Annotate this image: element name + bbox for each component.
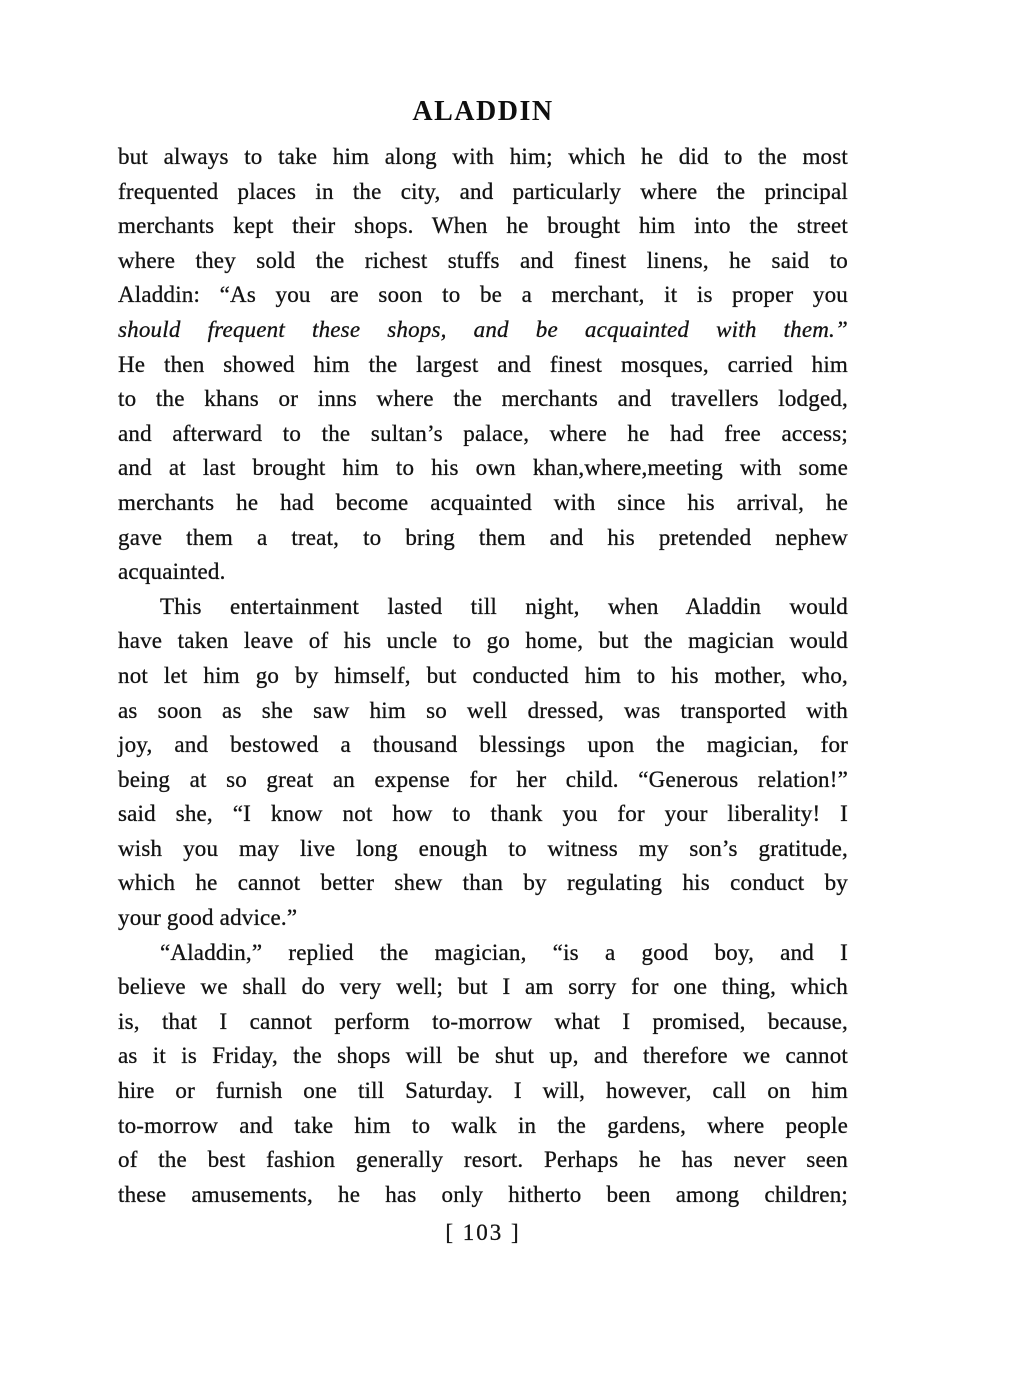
text-line: Aladdin: “As you are soon to be a merchant, it is proper you (118, 282, 848, 308)
text-line: This entertainment lasted till night, when Aladdin would (160, 593, 848, 619)
text-line: which he cannot better shew than by regulating his conduct by (118, 870, 848, 896)
text-line: gave them a treat, to bring them and his pretended nephew (118, 524, 848, 550)
text-line: as soon as she saw him so well dressed, was transported with (118, 697, 848, 723)
page-number: [ 103 ] (445, 1220, 521, 1246)
page-title: ALADDIN (412, 96, 554, 127)
text-line: your good advice.” (118, 905, 298, 931)
text-line: being at so great an expense for her child. “Generous relation!” (118, 766, 848, 792)
text-line: “Aladdin,” replied the magician, “is a good boy, and I (160, 939, 848, 965)
text-line: as it is Friday, the shops will be shut up, and therefore we cannot (118, 1043, 848, 1069)
text-line: to-morrow and take him to walk in the gardens, where people (118, 1112, 848, 1138)
text-line: joy, and bestowed a thousand blessings upon the magician, for (118, 732, 848, 758)
text-line: not let him go by himself, but conducted him to his mother, who, (118, 662, 848, 688)
text-line: and afterward to the sultan’s palace, where he had free access; (118, 420, 848, 446)
paragraph (118, 936, 848, 1213)
text-line: frequented places in the city, and particularly where the principal (118, 178, 848, 204)
text-line: merchants he had become acquainted with since his arrival, he (118, 489, 848, 515)
text-line: have taken leave of his uncle to go home, but the magician would (118, 628, 848, 654)
text-line: of the best fashion generally resort. Perhaps he has never seen (118, 1147, 848, 1173)
text-line: these amusements, he has only hitherto been among children; (118, 1181, 848, 1207)
paragraph (118, 140, 848, 590)
text-block (118, 96, 848, 1250)
paragraph (118, 590, 848, 936)
text-line: but always to take him along with him; which he did to the most (118, 144, 848, 169)
text-line: acquainted. (118, 559, 226, 585)
text-line: said she, “I know not how to thank you for your liberality! I (118, 801, 848, 827)
text-line: wish you may live long enough to witness my son’s gratitude, (118, 835, 848, 861)
text-line: where they sold the richest stuffs and finest linens, he said to (118, 247, 848, 273)
text-line-italic: should frequent these shops, and be acquainted with them.” (118, 316, 848, 342)
text-line: He then showed him the largest and finest mosques, carried him (118, 351, 848, 377)
text-line: and at last brought him to his own khan,where,meeting with some (118, 455, 848, 481)
text-line: is, that I cannot perform to-morrow what I promised, because, (118, 1008, 848, 1034)
text-line: believe we shall do very well; but I am sorry for one thing, which (118, 974, 848, 1000)
text-line: merchants kept their shops. When he brought him into the street (118, 213, 848, 239)
text-line: hire or furnish one till Saturday. I will, however, call on him (118, 1078, 848, 1104)
text-line: to the khans or inns where the merchants and travellers lodged, (118, 386, 848, 412)
